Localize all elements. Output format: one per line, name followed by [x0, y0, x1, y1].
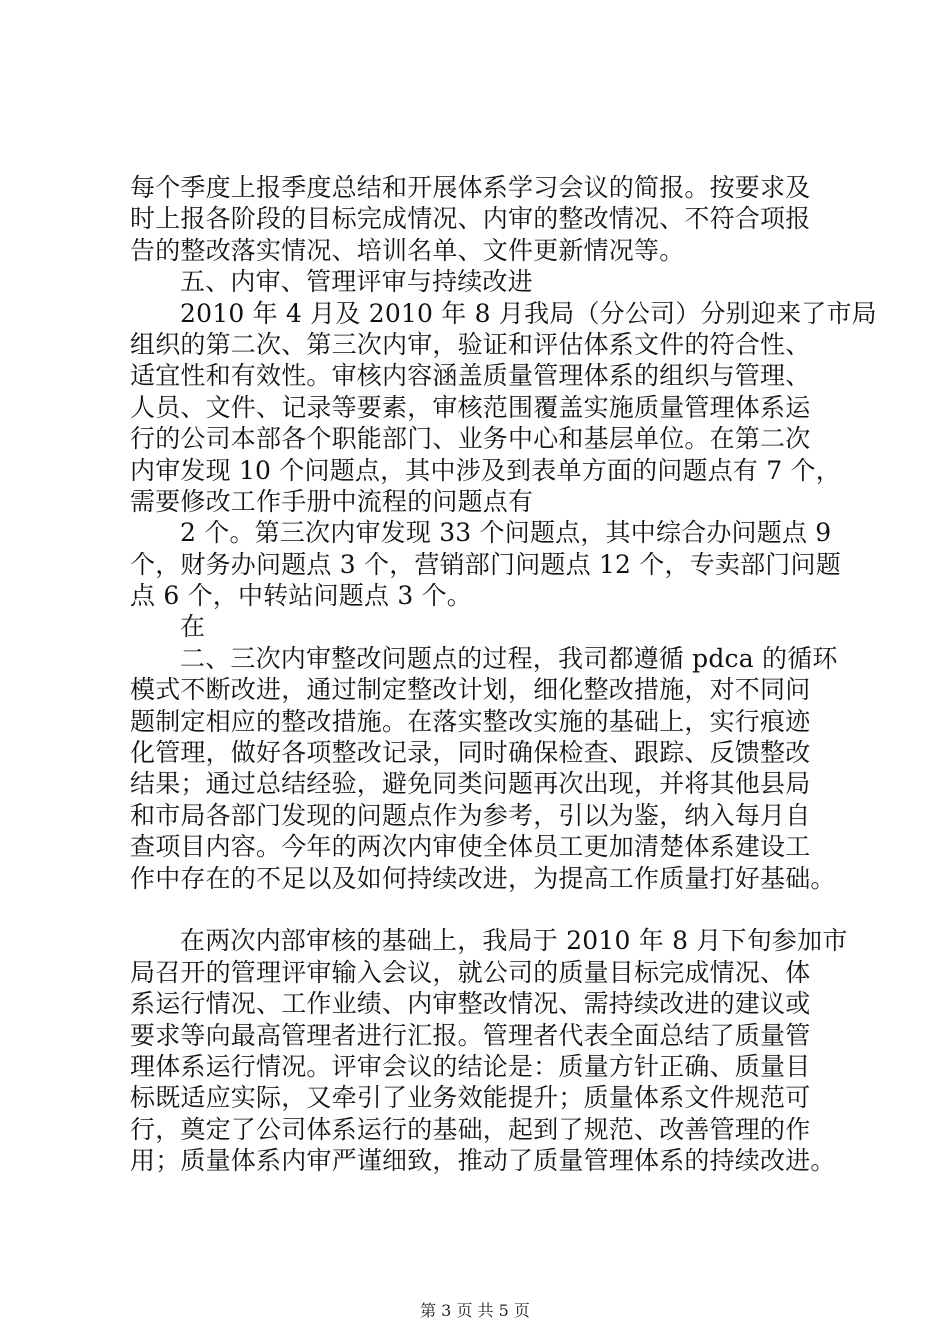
page-number: 第 3 页 共 5 页 [420, 1301, 530, 1320]
text-line: 二、三次内审整改问题点的过程，我司都遵循 pdca 的循环 [180, 643, 838, 673]
paragraph-third-audit [130, 517, 850, 611]
text-line: 2 个。第三次内审发现 33 个问题点，其中综合办问题点 9 [180, 518, 832, 548]
section-heading [130, 266, 850, 297]
document-body [130, 172, 877, 1177]
text-line: 模式不断改进，通过制定整改计划，细化整改措施，对不同问 [130, 675, 811, 705]
text-line: 适宜性和有效性。审核内容涵盖质量管理体系的组织与管理、 [130, 361, 811, 391]
section-heading-text: 五、内审、管理评审与持续改进 [180, 267, 533, 297]
text-line: 理体系运行情况。评审会议的结论是：质量方针正确、质量目 [130, 1051, 811, 1081]
paragraph-management-review [130, 925, 850, 1176]
text-line: 系运行情况、工作业绩、内审整改情况、需持续改进的建议或 [130, 989, 811, 1019]
text-line: 个，财务办问题点 3 个，营销部门问题点 12 个，专卖部门问题 [130, 549, 841, 579]
paragraph-quarterly-report [130, 172, 850, 266]
text-line: 要求等向最高管理者进行汇报。管理者代表全面总结了质量管 [130, 1020, 811, 1050]
text-line: 需要修改工作手册中流程的问题点有 [130, 486, 534, 516]
paragraph-fragment [130, 611, 850, 642]
paragraph-internal-audit [130, 298, 877, 518]
text-line: 在 [180, 612, 206, 642]
text-line: 题制定相应的整改措施。在落实整改实施的基础上，实行痕迹 [130, 706, 811, 736]
text-line: 行的公司本部各个职能部门、业务中心和基层单位。在第二次 [130, 424, 811, 454]
text-line: 每个季度上报季度总结和开展体系学习会议的简报。按要求及 [130, 173, 811, 202]
text-line: 2010 年 4 月及 2010 年 8 月我局（分公司）分别迎来了市局 [180, 298, 877, 328]
paragraph-rectification [130, 643, 850, 894]
page-footer [0, 1301, 950, 1321]
text-line: 内审发现 10 个问题点，其中涉及到表单方面的问题点有 7 个， [130, 455, 841, 485]
text-line: 结果；通过总结经验，避免同类问题再次出现，并将其他县局 [130, 769, 811, 799]
text-line: 人员、文件、记录等要素，审核范围覆盖实施质量管理体系运 [130, 392, 811, 422]
text-line: 标既适应实际，又牵引了业务效能提升；质量体系文件规范可 [130, 1083, 811, 1113]
text-line: 化管理，做好各项整改记录，同时确保检查、跟踪、反馈整改 [130, 738, 811, 768]
text-line: 告的整改落实情况、培训名单、文件更新情况等。 [130, 235, 685, 265]
text-line: 点 6 个，中转站问题点 3 个。 [130, 581, 472, 611]
text-line: 作中存在的不足以及如何持续改进，为提高工作质量打好基础。 [130, 863, 836, 893]
text-line: 查项目内容。今年的两次内审使全体员工更加清楚体系建设工 [130, 832, 811, 862]
text-line: 和市局各部门发现的问题点作为参考，引以为鉴，纳入每月自 [130, 800, 811, 830]
text-line: 在两次内部审核的基础上，我局于 2010 年 8 月下旬参加市 [180, 926, 848, 956]
text-line: 用；质量体系内审严谨细致，推动了质量管理体系的持续改进。 [130, 1146, 836, 1176]
text-line: 局召开的管理评审输入会议，就公司的质量目标完成情况、体 [130, 957, 811, 987]
text-line: 组织的第二次、第三次内审，验证和评估体系文件的符合性、 [130, 329, 811, 359]
text-line: 时上报各阶段的目标完成情况、内审的整改情况、不符合项报 [130, 204, 811, 234]
paragraph-spacer [130, 894, 850, 925]
text-line: 行，奠定了公司体系运行的基础，起到了规范、改善管理的作 [130, 1114, 811, 1144]
